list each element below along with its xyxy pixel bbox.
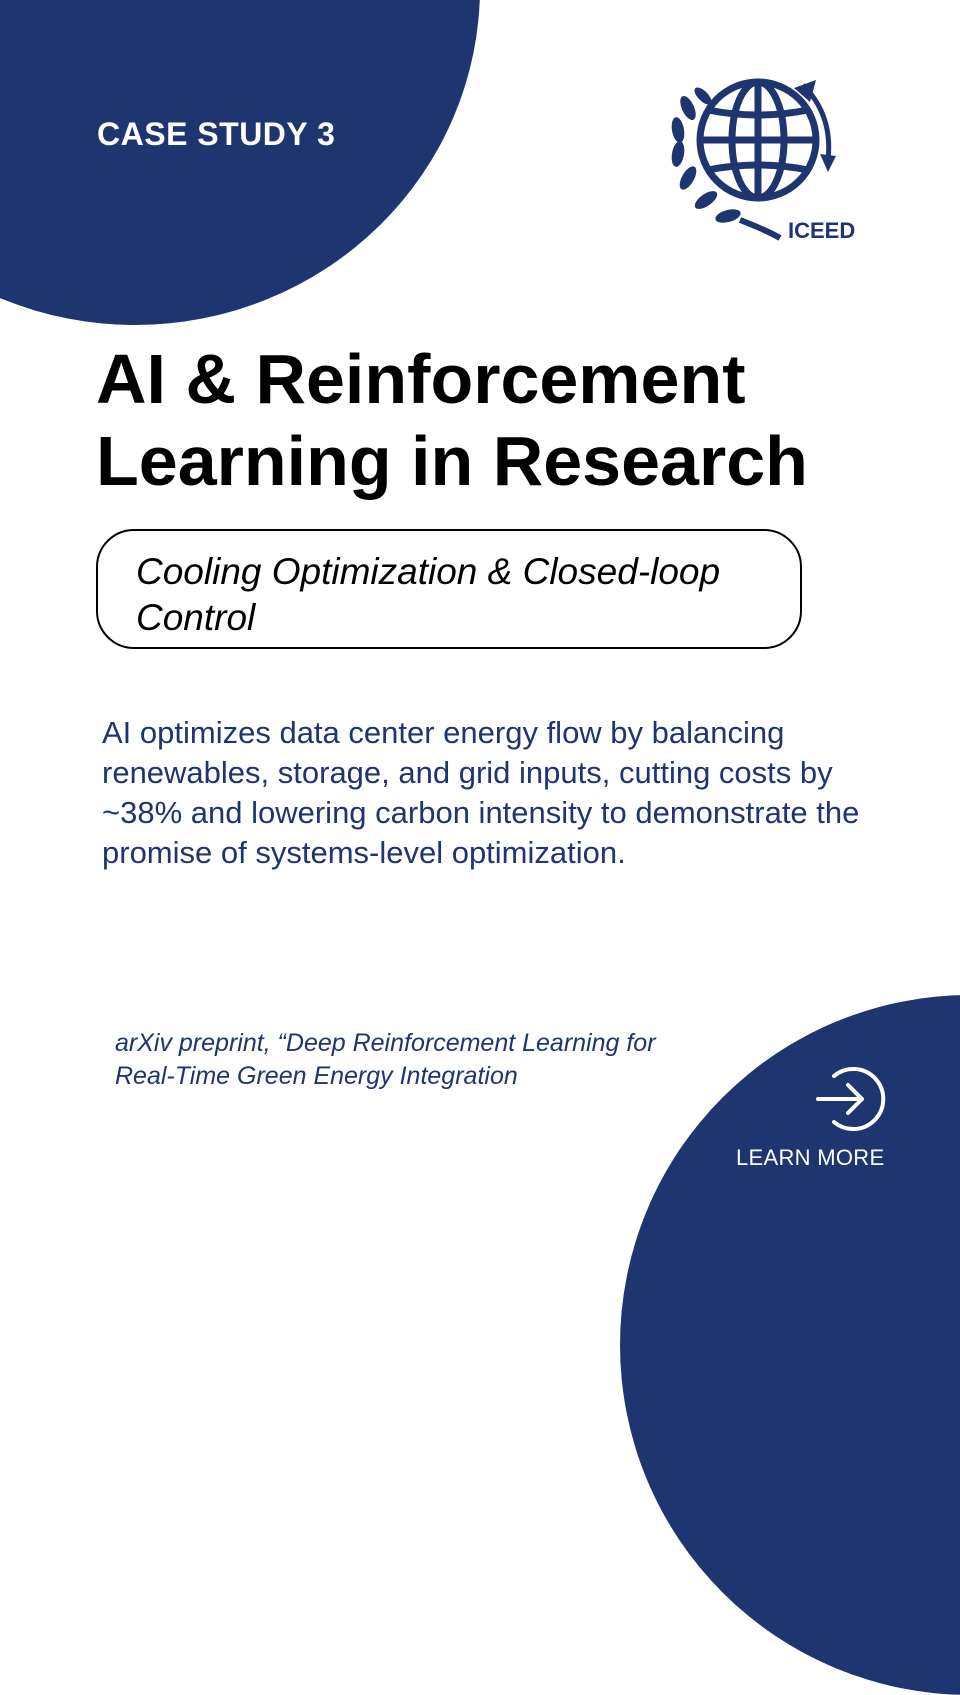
learn-more-link[interactable]: LEARN MORE xyxy=(736,1145,885,1170)
top-left-decorative-shape xyxy=(0,0,480,325)
subtitle-text: Cooling Optimization & Closed-loop Control xyxy=(136,551,721,638)
case-study-label: CASE STUDY 3 xyxy=(97,116,336,152)
page-title: AI & Reinforcement Learning in Research xyxy=(96,340,808,500)
subtitle-pill xyxy=(96,529,802,649)
arrow-right-circle-icon[interactable] xyxy=(814,1062,888,1136)
citation-text: arXiv preprint, “Deep Reinforcement Learning for Real-Time Green Energy Integration xyxy=(115,1029,656,1090)
body-paragraph: AI optimizes data center energy flow by balancing renewables, storage, and grid inputs, cutting costs by ~38% and lowering carbon intensity to demonstrate the promise of systems-level optimization. xyxy=(102,715,860,870)
bottom-right-decorative-shape xyxy=(620,995,960,1695)
logo-text: ICEED xyxy=(788,218,856,243)
